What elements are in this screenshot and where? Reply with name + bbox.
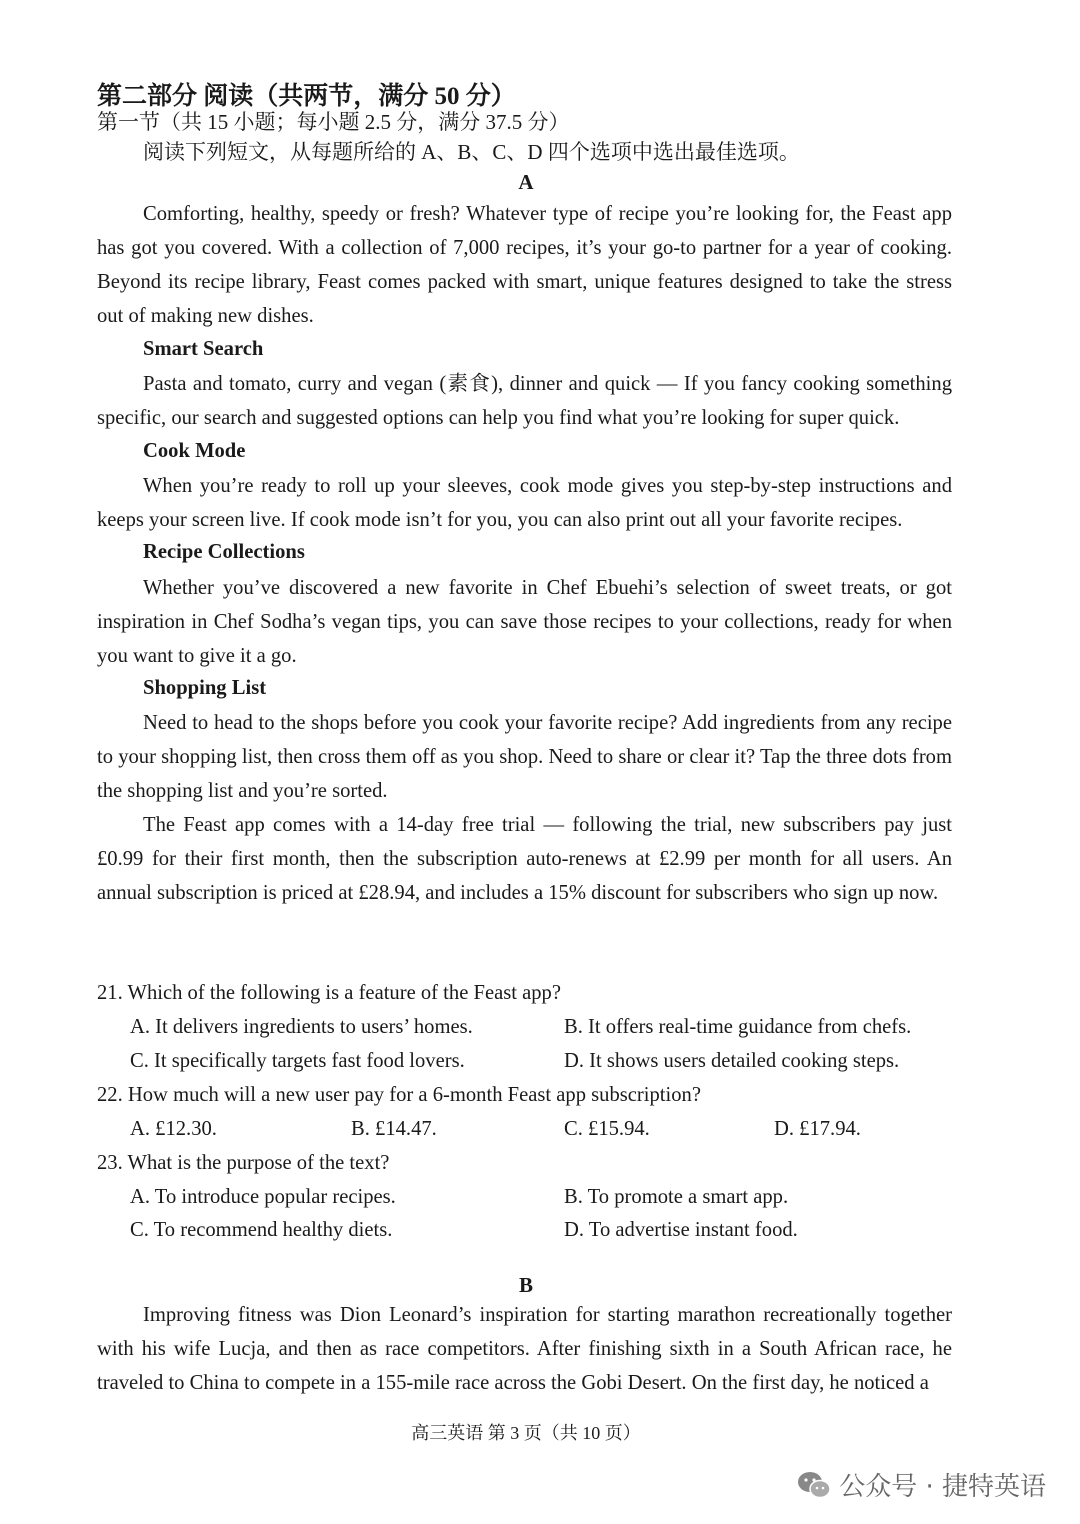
passage-b-text: Improving fitness was Dion Leonard’s inspiration for starting marathon recreationally together with his wife Lucja, and then as race competitors. After finishing sixth in a South African race, he traveled to China to compete in a 155-mile race across the Gobi Desert. On the first day, he noticed a xyxy=(97,1304,952,1394)
page-footer: 高三英语 第 3 页（共 10 页） xyxy=(411,1423,641,1443)
part-title: 第二部分 阅读（共两节，满分 50 分） xyxy=(97,83,516,110)
smart-search-heading: Smart Search xyxy=(143,338,264,360)
passage-a-intro: Comforting, healthy, speedy or fresh? Whatever type of recipe you’re looking for, the Feast app has got you covered. With a collection of 7,000 recipes, it’s your go-to partner for a year of cooking. Beyond its recipe library, Feast comes packed with smart, unique features designed to take the stress out of making new dishes. xyxy=(97,203,952,327)
passage-a-label: A xyxy=(518,170,534,194)
q21-option-d: D. It shows users detailed cooking steps. xyxy=(564,1050,900,1072)
q22-option-d: D. £17.94. xyxy=(774,1118,861,1140)
watermark-text: 公众号 · 捷特英语 xyxy=(839,1472,1046,1502)
q21-option-a: A. It delivers ingredients to users’ homes. xyxy=(130,1016,473,1038)
q23-option-c: C. To recommend healthy diets. xyxy=(130,1219,393,1241)
passage-b-label: B xyxy=(518,1273,533,1297)
collections-heading: Recipe Collections xyxy=(143,541,305,563)
q21-option-c: C. It specifically targets fast food lovers. xyxy=(130,1050,465,1072)
smart-search-text: Pasta and tomato, curry and vegan (素食), dinner and quick — If you fancy cooking something specific, our search and suggested options can help you find what you’re looking for super quick. xyxy=(97,373,952,429)
instruction: 阅读下列短文，从每题所给的 A、B、C、D 四个选项中选出最佳选项。 xyxy=(143,140,800,164)
cook-mode-text: When you’re ready to roll up your sleeves, cook mode gives you step-by-step instructions and keeps your screen live. If cook mode isn’t for you, you can also print out all your favorite recipes. xyxy=(97,475,952,531)
q23-option-b: B. To promote a smart app. xyxy=(564,1186,789,1208)
watermark xyxy=(797,1466,1046,1503)
section-title: 第一节（共 15 小题；每小题 2.5 分，满分 37.5 分） xyxy=(97,110,570,134)
q22-option-b: B. £14.47. xyxy=(351,1118,437,1140)
question-23-stem: 23. What is the purpose of the text? xyxy=(97,1152,390,1174)
wechat-icon xyxy=(797,1471,831,1499)
q22-option-c: C. £15.94. xyxy=(564,1118,650,1140)
q23-option-a: A. To introduce popular recipes. xyxy=(130,1186,396,1208)
question-22-stem: 22. How much will a new user pay for a 6-month Feast app subscription? xyxy=(97,1084,701,1106)
q21-option-b: B. It offers real-time guidance from chefs. xyxy=(564,1016,912,1038)
shopping-text: Need to head to the shops before you cook your favorite recipe? Add ingredients from any recipe to your shopping list, then cross them off as you shop. Need to share or clear it? Tap the three dots from the shopping list and you’re sorted. xyxy=(97,712,952,802)
q23-option-d: D. To advertise instant food. xyxy=(564,1219,798,1241)
pricing-text: The Feast app comes with a 14-day free trial — following the trial, new subscribers pay just £0.99 for their first month, then the subscription auto-renews at £2.99 per month for all users. An annual subscription is priced at £28.94, and includes a 15% discount for subscribers who sign up now. xyxy=(97,814,952,904)
shopping-heading: Shopping List xyxy=(143,677,267,699)
q22-option-a: A. £12.30. xyxy=(130,1118,217,1140)
question-21-stem: 21. Which of the following is a feature of the Feast app? xyxy=(97,982,561,1004)
collections-text: Whether you’ve discovered a new favorite in Chef Ebuehi’s selection of sweet treats, or got inspiration in Chef Sodha’s vegan tips, you can save those recipes to your collections, ready for when you want to give it a go. xyxy=(97,577,952,667)
cook-mode-heading: Cook Mode xyxy=(143,440,246,462)
